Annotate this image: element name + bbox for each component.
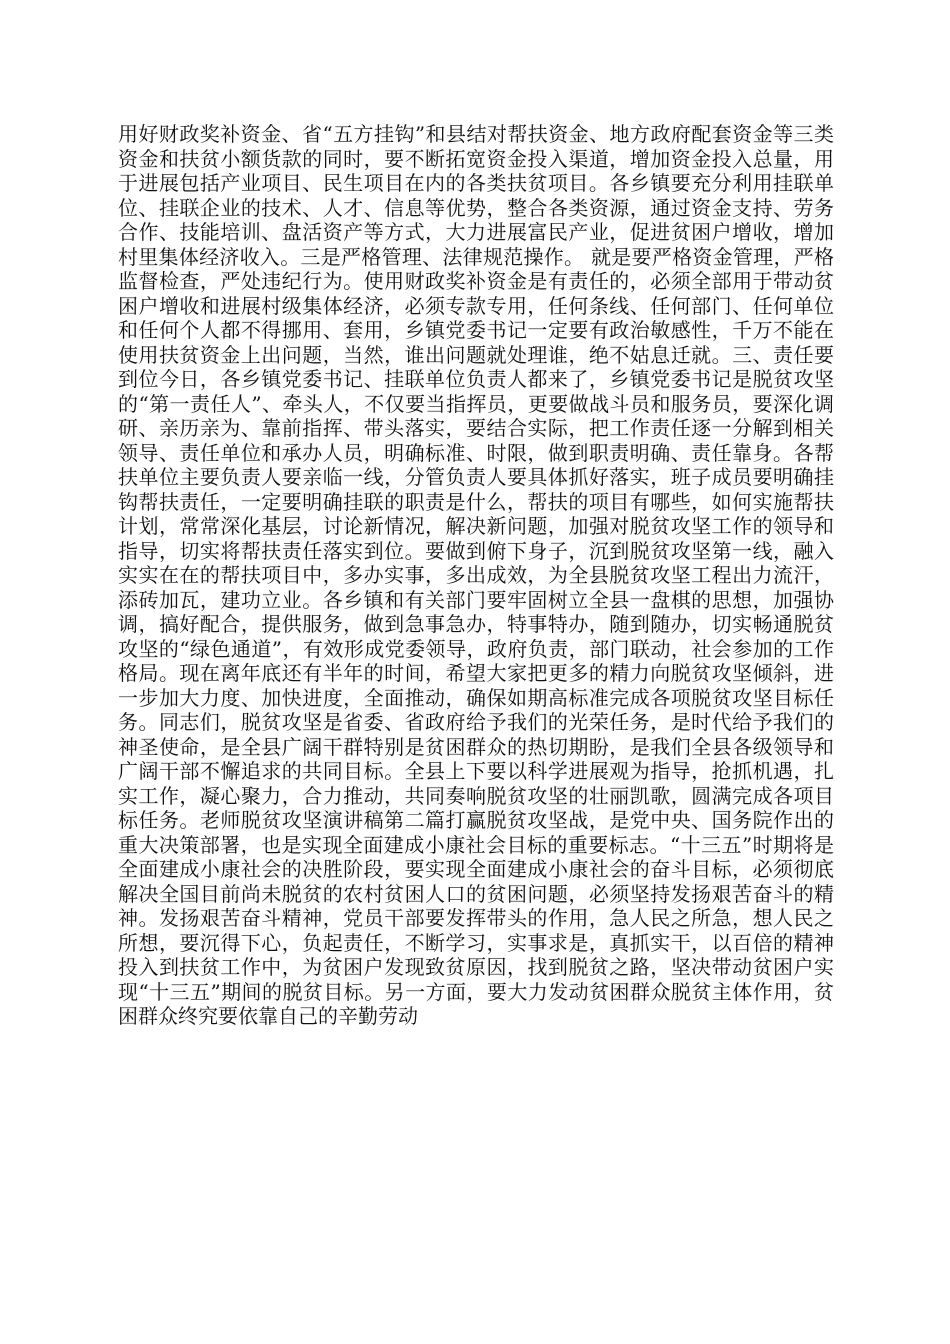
body-paragraph: 用好财政奖补资金、省“五方挂钩”和县结对帮扶资金、地方政府配套资金等三类资金和扶贫小额货款的同时，要不断拓宽资金投入渠道，增加资金投入总量，用于进展包括产业项目、民生项目在内的各类扶贫项目。各乡镇要充分利用挂联单位、挂联企业的技术、人才、信息等优势，整合各类资源，通过资金支持、劳务合作、技能培训、盘活资产等方式，大力进展富民产业，促进贫困户增收，增加村里集体经济收入。三是严格管理、法律规范操作。 就是要严格资金管理，严格监督检查，严处违纪行为。使用财政奖补资金是有责任的，必须全部用于带动贫困户增收和进展村级集体经济，必须专款专用，任何条线、任何部门、任何单位和任何个人都不得挪用、套用，乡镇党委书记一定要有政治敏感性，千万不能在使用扶贫资金上出问题，当然，谁出问题就处理谁，绝不姑息迁就。三、责任要到位今日，各乡镇党委书记、挂联单位负责人都来了，乡镇党委书记是脱贫攻坚的“第一责任人”、牵头人，不仅要当指挥员，更要做战斗员和服务员，要深化调研、亲历亲为、靠前指挥、带头落实，要结合实际，把工作责任逐一分解到相关领导、责任单位和承办人员，明确标准、时限，做到职责明确、责任靠身。各帮扶单位主要负责人要亲临一线，分管负责人要具体抓好落实，班子成员要明确挂钩帮扶责任，一定要明确挂联的职责是什么，帮扶的项目有哪些，如何实施帮扶计划，常常深化基层，讨论新情况，解决新问题，加强对脱贫攻坚工作的领导和指导，切实将帮扶责任落实到位。要做到俯下身子，沉到脱贫攻坚第一线，融入实实在在的帮扶项目中，多办实事，多出成效，为全县脱贫攻坚工程出力流汗，添砖加瓦，建功立业。各乡镇和有关部门要牢固树立全县一盘棋的思想，加强协调，搞好配合，提供服务，做到急事急办，特事特办，随到随办，切实畅通脱贫攻坚的“绿色通道”，有效形成党委领导，政府负责，部门联动，社会参加的工作格局。现在离年底还有半年的时间，希望大家把更多的精力向脱贫攻坚倾斜，进一步加大力度、加快进度，全面推动，确保如期高标准完成各项脱贫攻坚目标任务。同志们，脱贫攻坚是省委、省政府给予我们的光荣任务，是时代给予我们的神圣使命，是全县广阔干群特别是贫困群众的热切期盼，是我们全县各级领导和广阔干部不懈追求的共同目标。全县上下要以科学进展观为指导，抢抓机遇，扎实工作，凝心聚力，合力推动，共同奏响脱贫攻坚的壮丽凯歌，圆满完成各项目标任务。老师脱贫攻坚演讲稿第二篇打赢脱贫攻坚战，是党中央、国务院作出的重大决策部署，也是实现全面建成小康社会目标的重要标志。“十三五”时期将是全面建成小康社会的决胜阶段，要实现全面建成小康社会的奋斗目标，必须彻底解决全国目前尚未脱贫的农村贫困人口的贫困问题，必须坚持发扬艰苦奋斗的精神。发扬艰苦奋斗精神，党员干部要发挥带头的作用，急人民之所急，想人民之所想，要沉得下心，负起责任，不断学习，实事求是，真抓实干，以百倍的精神投入到扶贫工作中，为贫困户发现致贫原因，找到脱贫之路，坚决带动贫困户实现“十三五”期间的脱贫目标。另一方面，要大力发动贫困群众脱贫主体作用，贫困群众终究要依靠自己的辛勤劳动 xyxy=(118,122,834,1028)
